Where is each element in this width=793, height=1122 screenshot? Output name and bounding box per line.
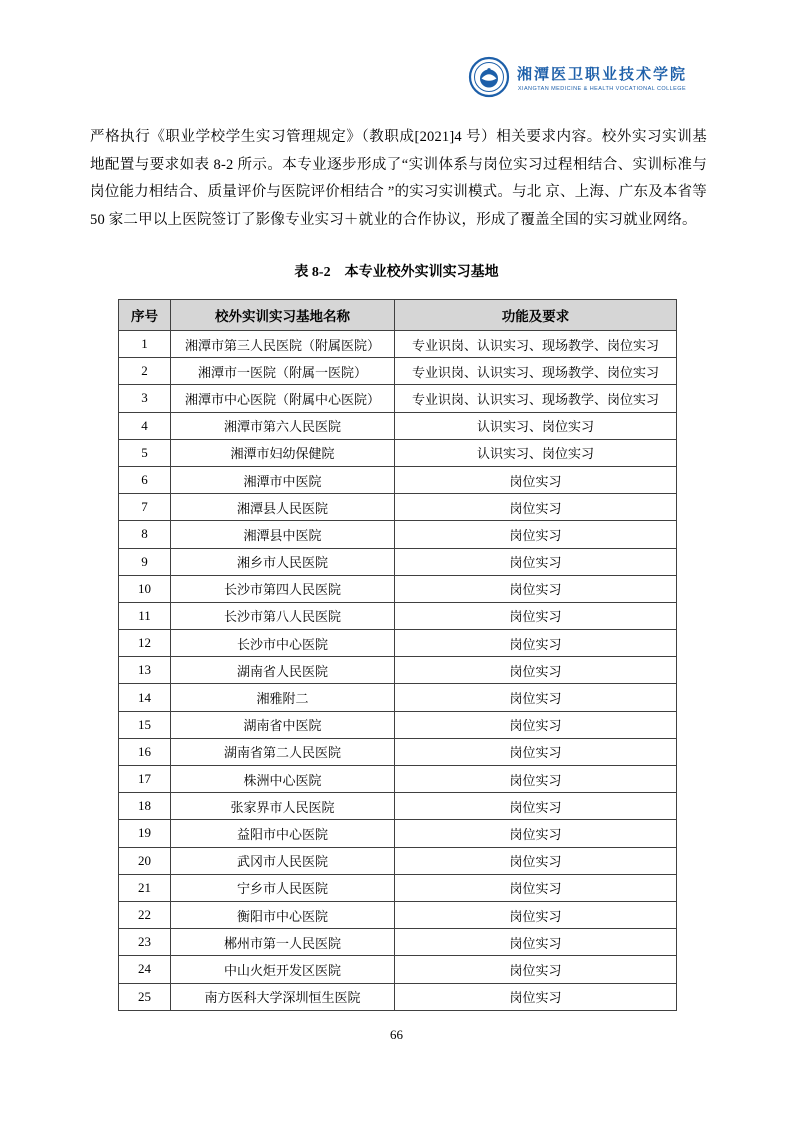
table-row — [119, 439, 677, 466]
training-base-table — [118, 299, 677, 1011]
cell-serial-number: 7 — [119, 494, 171, 521]
cell-base-name: 武冈市人民医院 — [171, 847, 395, 874]
table-row — [119, 956, 677, 983]
cell-serial-number: 9 — [119, 548, 171, 575]
table-row — [119, 901, 677, 928]
cell-function-requirement: 岗位实习 — [395, 602, 677, 629]
cell-function-requirement: 岗位实习 — [395, 711, 677, 738]
cell-function-requirement: 专业识岗、认识实习、现场教学、岗位实习 — [395, 331, 677, 358]
cell-serial-number: 11 — [119, 602, 171, 629]
cell-base-name: 益阳市中心医院 — [171, 820, 395, 847]
college-name-en: XIANGTAN MEDICINE & HEALTH VOCATIONAL COLLEGE — [517, 85, 687, 92]
cell-function-requirement: 岗位实习 — [395, 466, 677, 493]
cell-base-name: 湘潭市一医院（附属一医院） — [171, 358, 395, 385]
cell-function-requirement: 岗位实习 — [395, 657, 677, 684]
cell-base-name: 长沙市中心医院 — [171, 630, 395, 657]
cell-base-name: 南方医科大学深圳恒生医院 — [171, 983, 395, 1010]
cell-function-requirement: 岗位实习 — [395, 929, 677, 956]
cell-serial-number: 17 — [119, 766, 171, 793]
college-name-cn: 湘潭医卫职业技术学院 — [516, 66, 687, 83]
cell-base-name: 湖南省第二人民医院 — [171, 738, 395, 765]
cell-base-name: 株洲中心医院 — [171, 766, 395, 793]
cell-serial-number: 15 — [119, 711, 171, 738]
cell-base-name: 宁乡市人民医院 — [171, 874, 395, 901]
cell-function-requirement: 岗位实习 — [395, 983, 677, 1010]
table-row — [119, 466, 677, 493]
table-row — [119, 521, 677, 548]
cell-function-requirement: 认识实习、岗位实习 — [395, 412, 677, 439]
cell-serial-number: 4 — [119, 412, 171, 439]
cell-base-name: 湘潭市第六人民医院 — [171, 412, 395, 439]
table-row — [119, 494, 677, 521]
cell-base-name: 湖南省中医院 — [171, 711, 395, 738]
table-row — [119, 684, 677, 711]
cell-base-name: 张家界市人民医院 — [171, 793, 395, 820]
cell-serial-number: 3 — [119, 385, 171, 412]
cell-base-name: 长沙市第四人民医院 — [171, 575, 395, 602]
cell-base-name: 湖南省人民医院 — [171, 657, 395, 684]
cell-base-name: 长沙市第八人民医院 — [171, 602, 395, 629]
cell-function-requirement: 岗位实习 — [395, 901, 677, 928]
table-row — [119, 331, 677, 358]
cell-function-requirement: 岗位实习 — [395, 521, 677, 548]
table-row — [119, 874, 677, 901]
cell-serial-number: 13 — [119, 657, 171, 684]
table-body — [119, 331, 677, 1011]
college-emblem-icon — [468, 56, 510, 98]
table-row — [119, 358, 677, 385]
cell-base-name: 湘雅附二 — [171, 684, 395, 711]
cell-serial-number: 1 — [119, 331, 171, 358]
cell-base-name: 湘潭市第三人民医院（附属医院） — [171, 331, 395, 358]
cell-base-name: 湘潭县人民医院 — [171, 494, 395, 521]
cell-serial-number: 8 — [119, 521, 171, 548]
cell-serial-number: 21 — [119, 874, 171, 901]
table-row — [119, 711, 677, 738]
college-logo — [468, 56, 687, 98]
cell-function-requirement: 岗位实习 — [395, 793, 677, 820]
cell-base-name: 中山火炬开发区医院 — [171, 956, 395, 983]
cell-function-requirement: 岗位实习 — [395, 684, 677, 711]
cell-function-requirement: 岗位实习 — [395, 874, 677, 901]
table-row — [119, 657, 677, 684]
cell-function-requirement: 岗位实习 — [395, 630, 677, 657]
table-row — [119, 820, 677, 847]
cell-serial-number: 12 — [119, 630, 171, 657]
table-row — [119, 983, 677, 1010]
cell-function-requirement: 岗位实习 — [395, 575, 677, 602]
cell-serial-number: 18 — [119, 793, 171, 820]
cell-serial-number: 23 — [119, 929, 171, 956]
cell-serial-number: 24 — [119, 956, 171, 983]
table-row — [119, 793, 677, 820]
cell-base-name: 湘潭市中医院 — [171, 466, 395, 493]
page-number: 66 — [390, 1027, 403, 1042]
table-row — [119, 738, 677, 765]
table-row — [119, 630, 677, 657]
table-row — [119, 766, 677, 793]
cell-function-requirement: 岗位实习 — [395, 738, 677, 765]
cell-serial-number: 19 — [119, 820, 171, 847]
cell-serial-number: 5 — [119, 439, 171, 466]
college-name-block — [517, 63, 687, 92]
cell-base-name: 湘潭市中心医院（附属中心医院） — [171, 385, 395, 412]
cell-function-requirement: 专业识岗、认识实习、现场教学、岗位实习 — [395, 385, 677, 412]
body-paragraph: 严格执行《职业学校学生实习管理规定》（教职成[2021]4 号）相关要求内容。校外实习实训基地配置与要求如表 8-2 所示。本专业逐步形成了“实训体系与岗位实习过程相结合、实训标准与岗位能力相结合、质量评价与医院评价相结合 ”的实习实训模式。与北 京、上海、广东及本省等 50 家二甲以上医院签订了影像专业实习＋就业的合作协议，形成了覆盖全国的实习就业网络。 — [90, 129, 707, 228]
cell-base-name: 湘潭县中医院 — [171, 521, 395, 548]
cell-serial-number: 20 — [119, 847, 171, 874]
table-row — [119, 847, 677, 874]
table-row — [119, 929, 677, 956]
cell-serial-number: 22 — [119, 901, 171, 928]
table-row — [119, 548, 677, 575]
cell-serial-number: 6 — [119, 466, 171, 493]
cell-base-name: 湘潭市妇幼保健院 — [171, 439, 395, 466]
table-row — [119, 385, 677, 412]
header-function-requirement: 功能及要求 — [395, 300, 677, 331]
table-header-row — [119, 300, 677, 331]
header-base-name: 校外实训实习基地名称 — [171, 300, 395, 331]
cell-function-requirement: 岗位实习 — [395, 820, 677, 847]
cell-serial-number: 16 — [119, 738, 171, 765]
cell-serial-number: 2 — [119, 358, 171, 385]
cell-base-name: 湘乡市人民医院 — [171, 548, 395, 575]
header-serial-number: 序号 — [119, 300, 171, 331]
cell-base-name: 衡阳市中心医院 — [171, 901, 395, 928]
cell-function-requirement: 岗位实习 — [395, 494, 677, 521]
cell-serial-number: 14 — [119, 684, 171, 711]
cell-base-name: 郴州市第一人民医院 — [171, 929, 395, 956]
cell-serial-number: 10 — [119, 575, 171, 602]
cell-function-requirement: 岗位实习 — [395, 956, 677, 983]
table-row — [119, 575, 677, 602]
cell-function-requirement: 岗位实习 — [395, 548, 677, 575]
cell-function-requirement: 岗位实习 — [395, 766, 677, 793]
cell-function-requirement: 认识实习、岗位实习 — [395, 439, 677, 466]
table-row — [119, 412, 677, 439]
cell-function-requirement: 岗位实习 — [395, 847, 677, 874]
table-caption: 表 8-2 本专业校外实训实习基地 — [294, 265, 499, 280]
table-row — [119, 602, 677, 629]
cell-serial-number: 25 — [119, 983, 171, 1010]
cell-function-requirement: 专业识岗、认识实习、现场教学、岗位实习 — [395, 358, 677, 385]
